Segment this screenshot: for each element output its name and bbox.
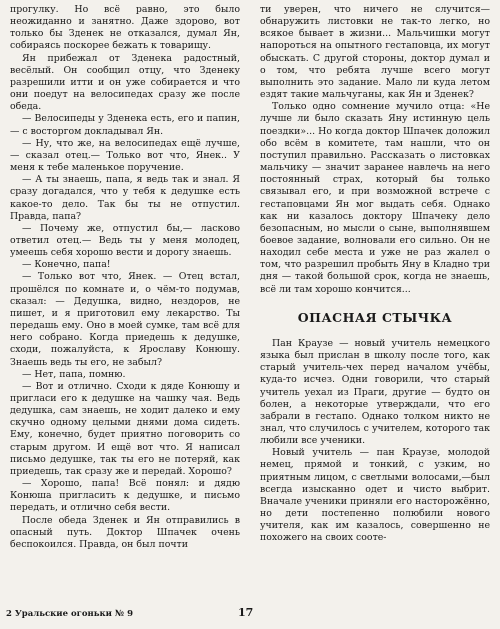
paragraph: Новый учитель — пан Краузе, молодой немец, прямой и тонкий, с узким, но приятным лицом, с светлыми волосами,—был всегда изысканно одет и чисто выбрит. Вначале ученики приняли его насторожённо, но дети постепенно полюбили нового учителя, как им казалось, совершенно не похожего на своих сооте- [260,447,490,544]
section-title: ОПАСНАЯ СТЫЧКА [297,309,453,325]
paragraph: — Велосипеды у Зденека есть, его и папин,— с восторгом докладывал Ян. [10,113,240,137]
paragraph: — Ну, что же, на велосипедах ещё лучше,— сказал отец.— Только вот что, Янек.. У меня к тебе маленькое поручение. [10,137,240,174]
paragraph: — Конечно, папа! [22,259,111,271]
magazine-page [10,4,492,602]
paragraph: Пан Краузе — новый учитель немецкого языка был прислан в школу после того, как старый учитель-чех перед началом учёбы, куда-то исчез. Одни говорили, что старый учитель уехал из Праги, другие — будто он болен, а некоторые утверждали, что его забрали в гестапо. Однако толком никто не знал, что случилось с учителем, которого так любили все ученики. [260,337,490,447]
paragraph: прогулку. Но всё равно, это было неожиданно и занятно. Даже здорово, вот только бы Зденек не отказался, думал Ян, собираясь поскорее бежать к товарищу. [10,4,240,52]
left-text-column [10,4,240,551]
paragraph: Ян прибежал от Зденека радостный, весёлый. Он сообщил отцу, что Зденеку разрешили итти и он уже собирается и что они поедут на велосипедах сразу же после обеда. [10,52,240,113]
paragraph: — А ты знаешь, папа, я ведь так и знал. Я сразу догадался, что у тебя к дедушке есть какое-то дело. Так бы ты не отпустил. Правда, папа? [10,174,240,222]
footer-source: 2 Уральские огоньки № 9 [6,609,134,619]
paragraph: После обеда Зденек и Ян отправились в опасный путь. Доктор Шпачек очень беспокоился. Правда, он был почти [10,514,240,550]
paragraph: — Нет, папа, помню. [22,368,126,380]
page-footer [6,606,492,622]
paragraph: — Хорошо, папа! Всё понял: и дядю Конюша пригласить к дедушке, и письмо передать, и отлично себя вести. [10,478,240,514]
paragraph: — Почему же, отпустил бы,— ласково ответил отец.— Ведь ты у меня молодец, умеешь себя хорошо вести и дорогу знаешь. [10,222,240,259]
right-text-column [260,4,490,545]
paragraph: — Вот и отлично. Сходи к дяде Конюшу и пригласи его к дедушке на чашку чая. Ведь дедушка, сам знаешь, не ходит далеко и ему скучно одному целыми днями дома сидеть. Ему, конечно, будет приятно поговорить со старым другом. И ещё вот что. Я написал письмо дедушке, так ты его не потеряй, как приедешь, так сразу же и передай. Хорошо? [10,380,240,477]
page-number: 17 [238,606,254,619]
paragraph: Только одно сомнение мучило отца: «Не лучше ли было сказать Яну истинную цель поездки»... Но когда доктор Шпачек доложил обо всём в комитете, там нашли, что он поступил правильно. Рассказать о листовках мальчику — значит заранее навлечь на него постоянный страх, который бы только связывал его, и при возможной встрече с гестаповцами Ян мог выдать себя. Однако как ни казалось доктору Шпачеку дело безопасным, но мысли о сыне, выполнявшем боевое задание, волновали его сильно. Он не находил себе места и уже не раз жалел о том, что разрешил пробыть Яну в Кладно три дня — такой большой срок, когда не знаешь, всё ли там хорошо кончится... [260,101,490,295]
paragraph: — Только вот что, Янек. — Отец встал, прошёлся по комнате и, о чём-то подумав, сказал: — Дедушка, видно, нездоров, не пишет, и я приготовил ему лекарство. Ты передашь ему. Оно в моей сумке, там всё для него собрано. Когда приедешь к дедушке, сходи, пожалуйста, к Ярославу Конюшу. Знаешь ведь ты его, не забыл? [10,271,240,368]
paragraph: ти уверен, что ничего не случится—обнаружить листовки не так-то легко, но всякое бывает в жизни... Мальчишки могут напороться на опытного гестаповца, их могут обыскать. С другой стороны, доктор думал и о том, что ребята лучше всего могут выполнить это задание. Мало ли куда летом ездят такие мальчуганы, как Ян и Зденек? [260,4,490,101]
